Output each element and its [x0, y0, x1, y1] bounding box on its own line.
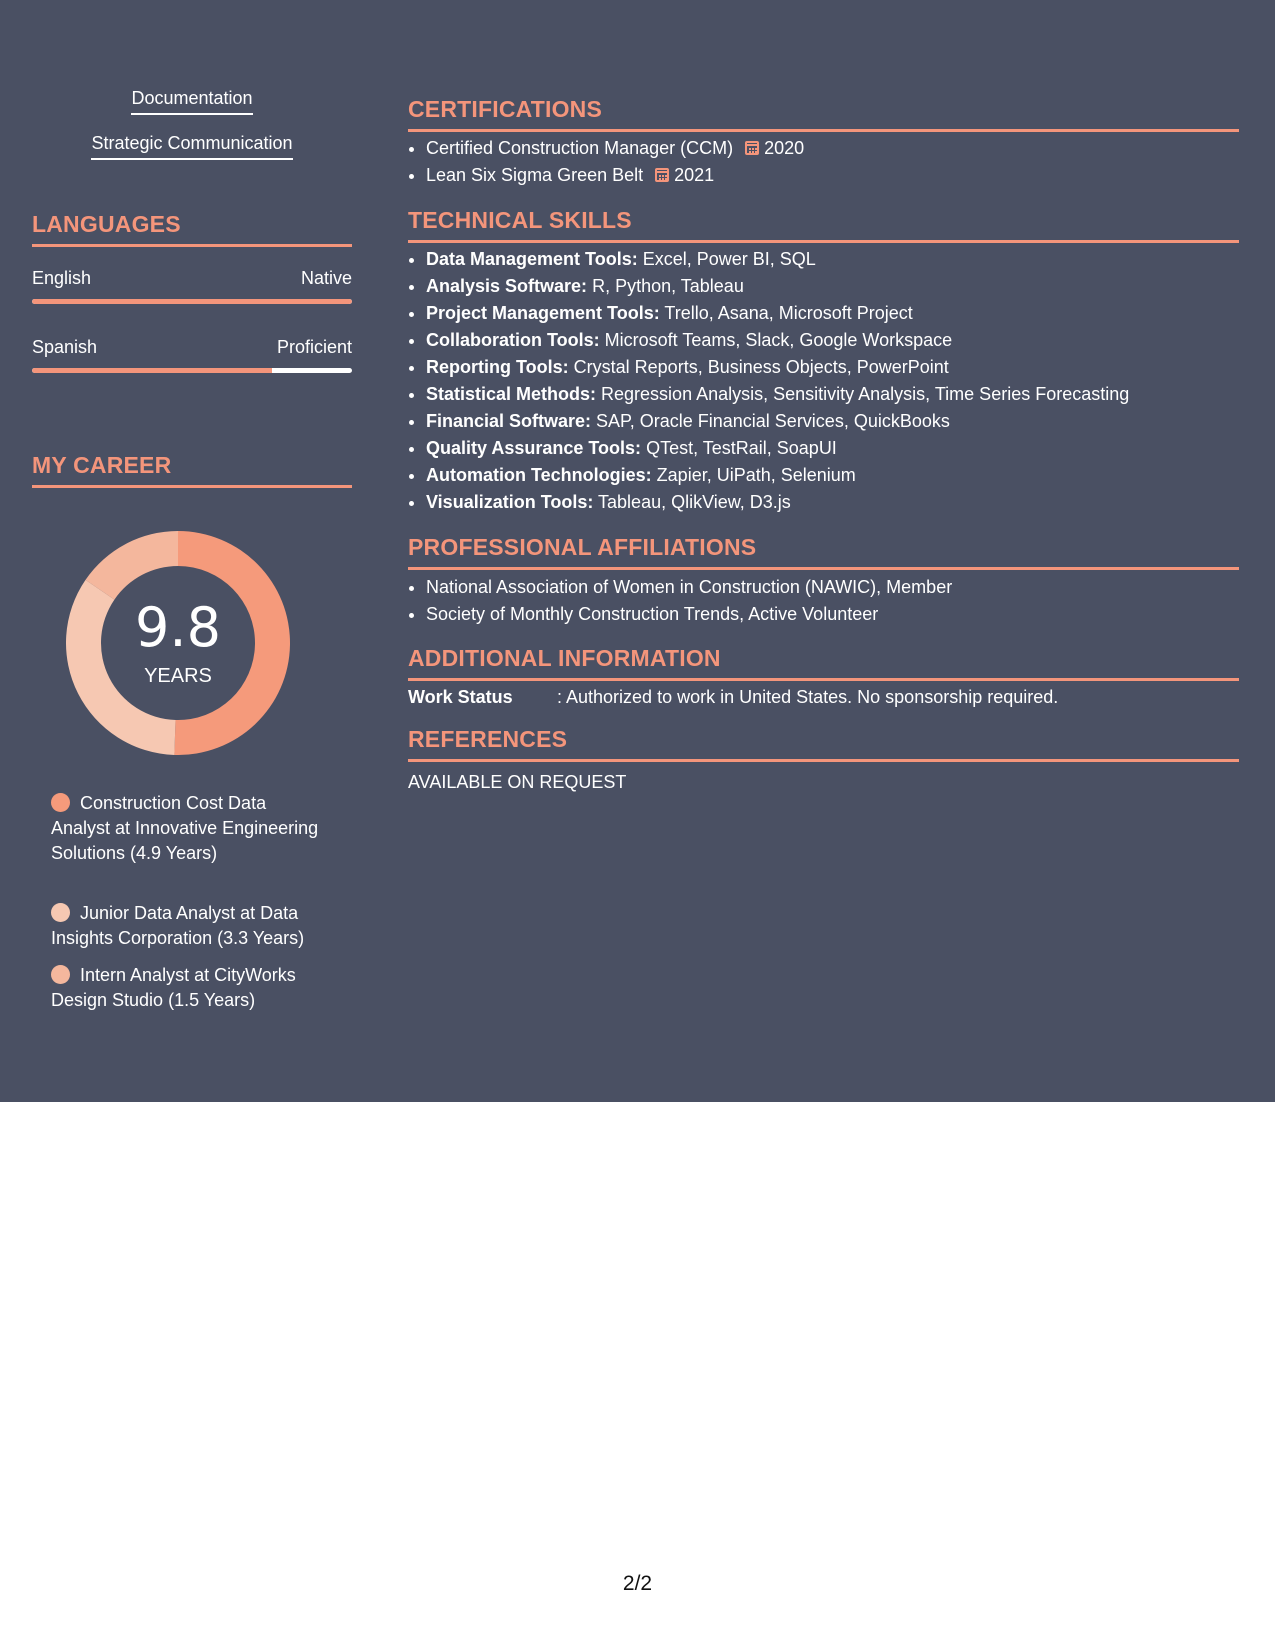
skill-item	[426, 354, 1239, 381]
skill-category: Project Management Tools:	[426, 303, 660, 323]
skill-values: Tableau, QlikView, D3.js	[593, 492, 791, 512]
affiliations-title: PROFESSIONAL AFFILIATIONS	[408, 534, 1239, 570]
certification-year: 2020	[764, 138, 805, 158]
career-donut-chart	[66, 531, 290, 755]
language-proficiency-fill	[32, 299, 352, 304]
skill-label: Strategic Communication	[91, 133, 292, 160]
skill-item	[426, 327, 1239, 354]
affiliation-item: • National Association of Women in Construction (NAWIC), Member	[426, 574, 1239, 601]
skill-category: Automation Technologies:	[426, 465, 652, 485]
certifications-title: CERTIFICATIONS	[408, 96, 1239, 132]
work-status-value: : Authorized to work in United States. No sponsorship required.	[557, 687, 1059, 707]
skill-category: Data Management Tools:	[426, 249, 638, 269]
certification-name: Certified Construction Manager (CCM)	[426, 138, 734, 158]
career-legend-dot	[51, 965, 70, 984]
skill-item	[426, 300, 1239, 327]
certification-item	[426, 135, 1239, 162]
skill-category: Analysis Software:	[426, 276, 588, 296]
career-item-text: Junior Data Analyst at Data Insights Corporation (3.3 Years)	[51, 903, 305, 948]
skill-category: Reporting Tools:	[426, 357, 569, 377]
career-item	[51, 901, 321, 951]
language-name: English	[32, 268, 92, 288]
references-title: REFERENCES	[408, 726, 1239, 762]
career-legend-dot	[51, 903, 70, 922]
skill-strategic-communication	[32, 133, 352, 160]
career-item-text: Construction Cost Data Analyst at Innovative Engineering Solutions (4.9 Years)	[51, 793, 319, 863]
skill-item	[426, 462, 1239, 489]
skill-values: Regression Analysis, Sensitivity Analysis, Time Series Forecasting	[596, 384, 1130, 404]
career-item-text: Intern Analyst at CityWorks Design Studio (1.5 Years)	[51, 965, 296, 1010]
affiliations-list	[408, 574, 1239, 628]
affiliation-item: • Society of Monthly Construction Trends, Active Volunteer	[426, 601, 1239, 628]
skill-item	[426, 246, 1239, 273]
skill-category: Quality Assurance Tools:	[426, 438, 642, 458]
calendar-icon	[655, 168, 669, 182]
skill-category: Collaboration Tools:	[426, 330, 600, 350]
additional-info-title: ADDITIONAL INFORMATION	[408, 645, 1239, 681]
skill-documentation	[32, 88, 352, 115]
certification-year: 2021	[674, 165, 715, 185]
language-proficiency-bar	[32, 368, 352, 373]
skill-values: Excel, Power BI, SQL	[637, 249, 816, 269]
certifications-list	[408, 135, 1239, 189]
language-name: Spanish	[32, 337, 98, 357]
skill-values: Crystal Reports, Business Objects, PowerPoint	[568, 357, 949, 377]
language-proficiency-bar	[32, 299, 352, 304]
language-proficiency-fill	[32, 368, 272, 373]
language-level: Proficient	[276, 337, 352, 357]
page-number: 2/2	[622, 1572, 653, 1595]
career-legend-dot	[51, 793, 70, 812]
skill-values: Microsoft Teams, Slack, Google Workspace	[599, 330, 953, 350]
skill-category: Statistical Methods:	[426, 384, 597, 404]
skill-values: R, Python, Tableau	[587, 276, 744, 296]
skill-item	[426, 273, 1239, 300]
donut-center	[66, 531, 290, 755]
skill-values: QTest, TestRail, SoapUI	[641, 438, 837, 458]
work-status-label: Work Status	[408, 687, 513, 707]
skill-item	[426, 408, 1239, 435]
certification-item	[426, 162, 1239, 189]
skill-values: SAP, Oracle Financial Services, QuickBooks	[591, 411, 950, 431]
skill-label: Documentation	[131, 88, 252, 115]
career-title: MY CAREER	[32, 452, 352, 488]
language-level: Native	[300, 268, 352, 288]
skill-values: Trello, Asana, Microsoft Project	[659, 303, 913, 323]
career-total-years: 9.8	[135, 596, 221, 659]
skill-item	[426, 381, 1239, 408]
career-item	[51, 791, 321, 866]
skill-category: Financial Software:	[426, 411, 592, 431]
skill-category: Visualization Tools:	[426, 492, 594, 512]
skill-values: Zapier, UiPath, Selenium	[651, 465, 856, 485]
technical-skills-list	[408, 246, 1239, 516]
references-text: AVAILABLE ON REQUEST	[408, 772, 627, 792]
calendar-icon	[745, 141, 759, 155]
technical-skills-title: TECHNICAL SKILLS	[408, 207, 1239, 243]
skill-item	[426, 435, 1239, 462]
skill-item	[426, 489, 1239, 516]
certification-name: Lean Six Sigma Green Belt	[426, 165, 644, 185]
languages-title: LANGUAGES	[32, 211, 352, 247]
career-item	[51, 963, 321, 1013]
career-years-unit: YEARS	[144, 665, 212, 687]
